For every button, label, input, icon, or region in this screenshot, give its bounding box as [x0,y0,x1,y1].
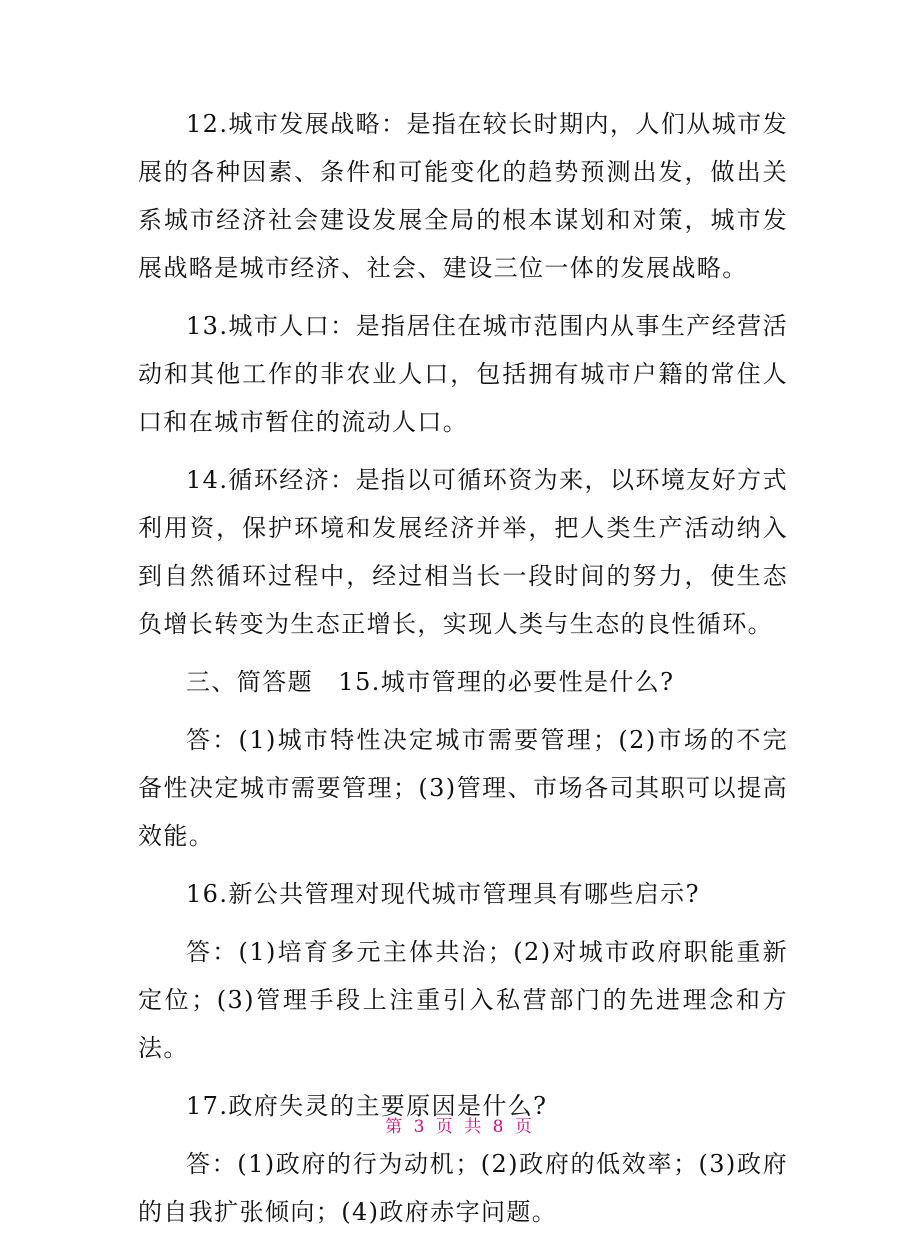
answer-paragraph-15: 答：(1)城市特性决定城市需要管理；(2)市场的不完备性决定城市需要管理；(3)管理、市场各司其职可以提高效能。 [138,726,788,850]
document-body [138,100,788,1246]
paragraph-definition-circular-economy: 14.循环经济：是指以可循环资为来，以环境友好方式利用资，保护环境和发展经济并举，把人类生产活动纳入到自然循环过程中，经过相当长一段时间的努力，使生态负增长转变为生态正增长，实现人类与生态的良性循环。 [138,466,788,638]
answer-paragraph-16: 答：(1)培育多元主体共治；(2)对城市政府职能重新定位；(3)管理手段上注重引入私营部门的先进理念和方法。 [138,938,788,1062]
section-heading-short-answer: 三、简答题 15.城市管理的必要性是什么? [186,668,675,696]
page-number-footer: 第 3 页 共 8 页 [385,1117,535,1137]
paragraph-definition-urban-population: 13.城市人口：是指居住在城市范围内从事生产经营活动和其他工作的非农业人口，包括拥有城市户籍的常住人口和在城市暂住的流动人口。 [138,312,788,436]
answer-paragraph-17: 答：(1)政府的行为动机；(2)政府的低效率；(3)政府的自我扩张倾向；(4)政府赤字问题。 [138,1150,788,1226]
paragraph-definition-urban-strategy: 12.城市发展战略：是指在较长时期内，人们从城市发展的各种因素、条件和可能变化的趋势预测出发，做出关系城市经济社会建设发展全局的根本谋划和对策，城市发展战略是城市经济、社会、建设三位一体的发展战略。 [138,110,788,282]
question-paragraph-16: 16.新公共管理对现代城市管理具有哪些启示? [186,880,700,908]
question-paragraph-17: 17.政府失灵的主要原因是什么? [186,1092,548,1120]
